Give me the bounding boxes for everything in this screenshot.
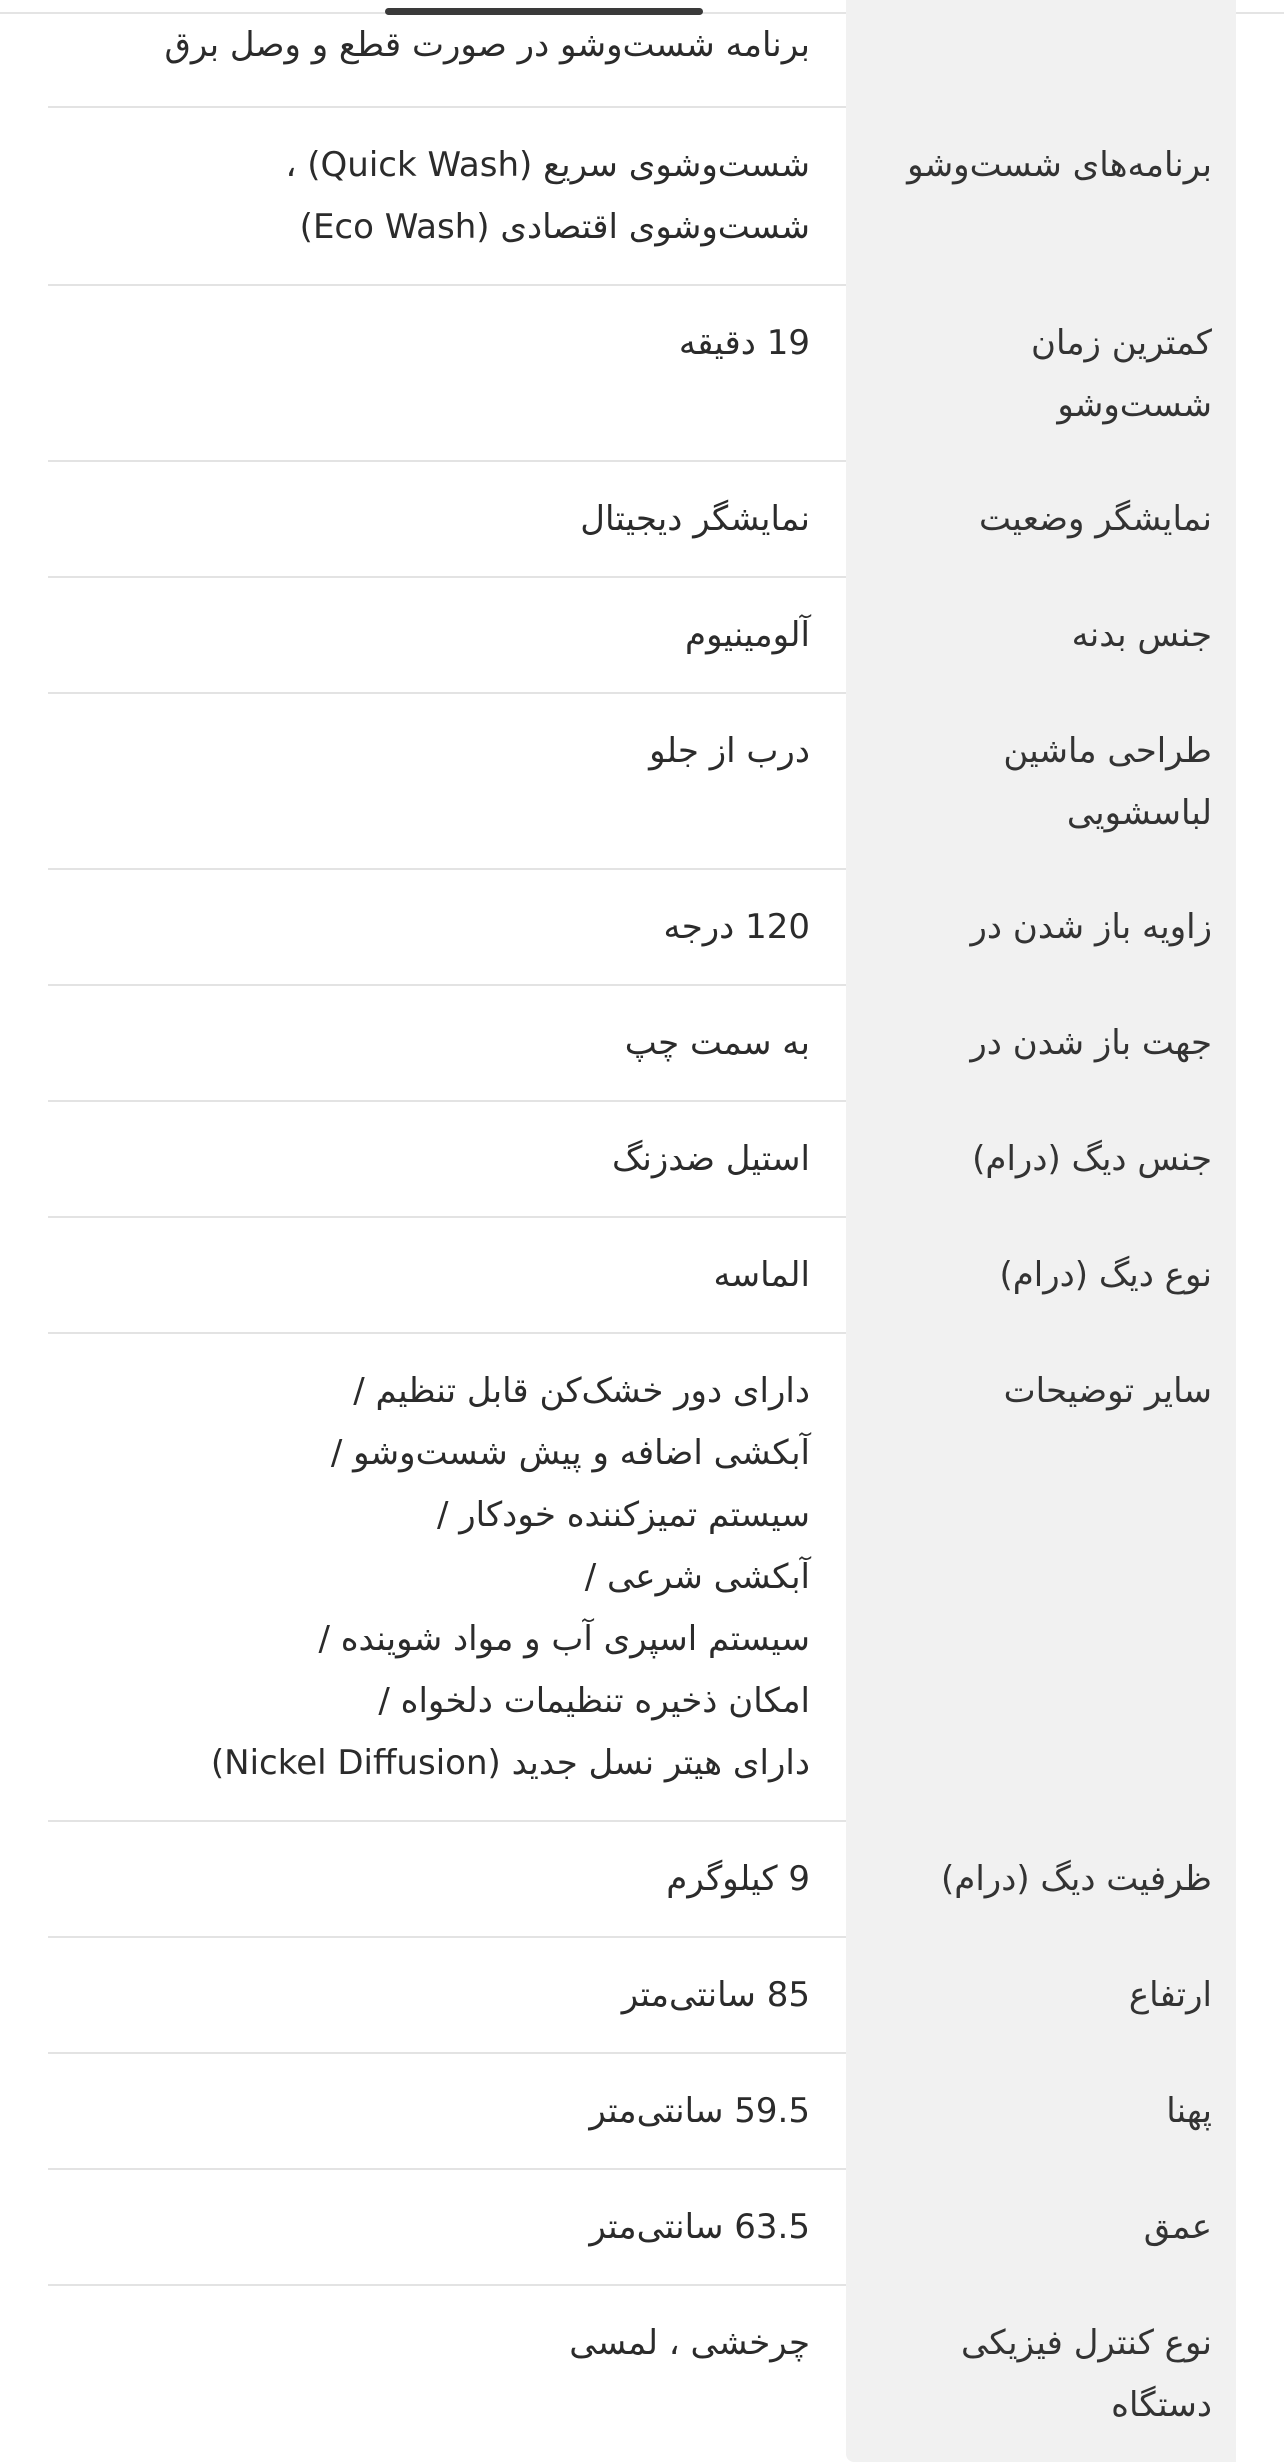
- spec-value: [48, 286, 846, 462]
- spec-row: [48, 0, 1236, 108]
- spec-value: [48, 1822, 846, 1938]
- spec-value-line: شست‌وشوی اقتصادی (Eco Wash): [299, 207, 810, 247]
- spec-row: [48, 1102, 1236, 1218]
- spec-value: [48, 108, 846, 286]
- spec-key: نوع کنترل فیزیکی دستگاه: [846, 2286, 1236, 2462]
- spec-value-line: 59.5 سانتی‌متر: [589, 2091, 810, 2131]
- spec-key: زاویه باز شدن در: [846, 870, 1236, 986]
- spec-row: [48, 1938, 1236, 2054]
- spec-value: [48, 2170, 846, 2286]
- spec-key: جنس بدنه: [846, 578, 1236, 694]
- spec-row: [48, 1218, 1236, 1334]
- spec-key: پهنا: [846, 2054, 1236, 2170]
- spec-value: [48, 986, 846, 1102]
- spec-value-line: 19 دقیقه: [678, 323, 810, 363]
- spec-value: [48, 694, 846, 870]
- spec-value-line: 85 سانتی‌متر: [621, 1975, 810, 2015]
- spec-value-line: درب از جلو: [649, 731, 810, 771]
- spec-value-line: 9 کیلوگرم: [666, 1859, 810, 1899]
- spec-value: [48, 1938, 846, 2054]
- spec-value-line: آبکشی شرعی /: [584, 1557, 810, 1597]
- spec-row: [48, 2054, 1236, 2170]
- spec-value: [48, 1218, 846, 1334]
- spec-row: [48, 1334, 1236, 1822]
- spec-key: طراحی ماشین لباسشویی: [846, 694, 1236, 870]
- spec-row: [48, 2286, 1236, 2462]
- spec-value: [48, 870, 846, 986]
- spec-key: سایر توضیحات: [846, 1334, 1236, 1822]
- spec-value-line: سیستم اسپری آب و مواد شوینده /: [318, 1619, 810, 1659]
- spec-value-line: دارای دور خشک‌کن قابل تنظیم /: [353, 1371, 810, 1411]
- spec-value-line: به سمت چپ: [624, 1023, 810, 1063]
- spec-value-line: چرخشی ، لمسی: [569, 2323, 810, 2363]
- spec-key: عمق: [846, 2170, 1236, 2286]
- spec-row: [48, 986, 1236, 1102]
- spec-table: [48, 0, 1236, 2462]
- spec-key: ظرفیت دیگ (درام): [846, 1822, 1236, 1938]
- spec-row: [48, 286, 1236, 462]
- spec-value-line: الماسه: [713, 1255, 810, 1295]
- spec-row: [48, 2170, 1236, 2286]
- spec-key: نمایشگر وضعیت: [846, 462, 1236, 578]
- spec-key: برنامه‌های شست‌وشو: [846, 108, 1236, 286]
- spec-value-line: نمایشگر دیجیتال: [580, 499, 810, 539]
- spec-key: جنس دیگ (درام): [846, 1102, 1236, 1218]
- spec-key: نوع دیگ (درام): [846, 1218, 1236, 1334]
- spec-row: [48, 870, 1236, 986]
- spec-value-line: آبکشی اضافه و پیش شست‌وشو /: [330, 1433, 810, 1473]
- spec-value-line: سیستم تمیزکننده خودکار /: [436, 1495, 810, 1535]
- spec-value: [48, 1102, 846, 1218]
- spec-value: [48, 2286, 846, 2462]
- spec-value: [48, 2054, 846, 2170]
- spec-row: [48, 578, 1236, 694]
- spec-row: [48, 108, 1236, 286]
- spec-value: [48, 462, 846, 578]
- spec-value-line: امکان ذخیره تنظیمات دلخواه /: [378, 1681, 810, 1721]
- spec-value-line: آلومینیوم: [685, 615, 810, 655]
- spec-key: کمترین زمان شست‌وشو: [846, 286, 1236, 462]
- spec-key: ارتفاع: [846, 1938, 1236, 2054]
- spec-value-line: برنامه شست‌وشو در صورت قطع و وصل برق: [164, 25, 810, 65]
- spec-value-line: 120 درجه: [663, 907, 810, 947]
- spec-value: [48, 0, 846, 108]
- spec-value-line: استیل ضدزنگ: [611, 1139, 810, 1179]
- spec-row: [48, 1822, 1236, 1938]
- spec-value: [48, 578, 846, 694]
- spec-row: [48, 462, 1236, 578]
- spec-key: [846, 0, 1236, 108]
- spec-key: جهت باز شدن در: [846, 986, 1236, 1102]
- spec-row: [48, 694, 1236, 870]
- spec-value-line: شست‌وشوی سریع (Quick Wash) ،: [285, 145, 810, 185]
- spec-value-line: 63.5 سانتی‌متر: [589, 2207, 810, 2247]
- spec-value-line: دارای هیتر نسل جدید (Nickel Diffusion): [210, 1743, 810, 1783]
- spec-value: [48, 1334, 846, 1822]
